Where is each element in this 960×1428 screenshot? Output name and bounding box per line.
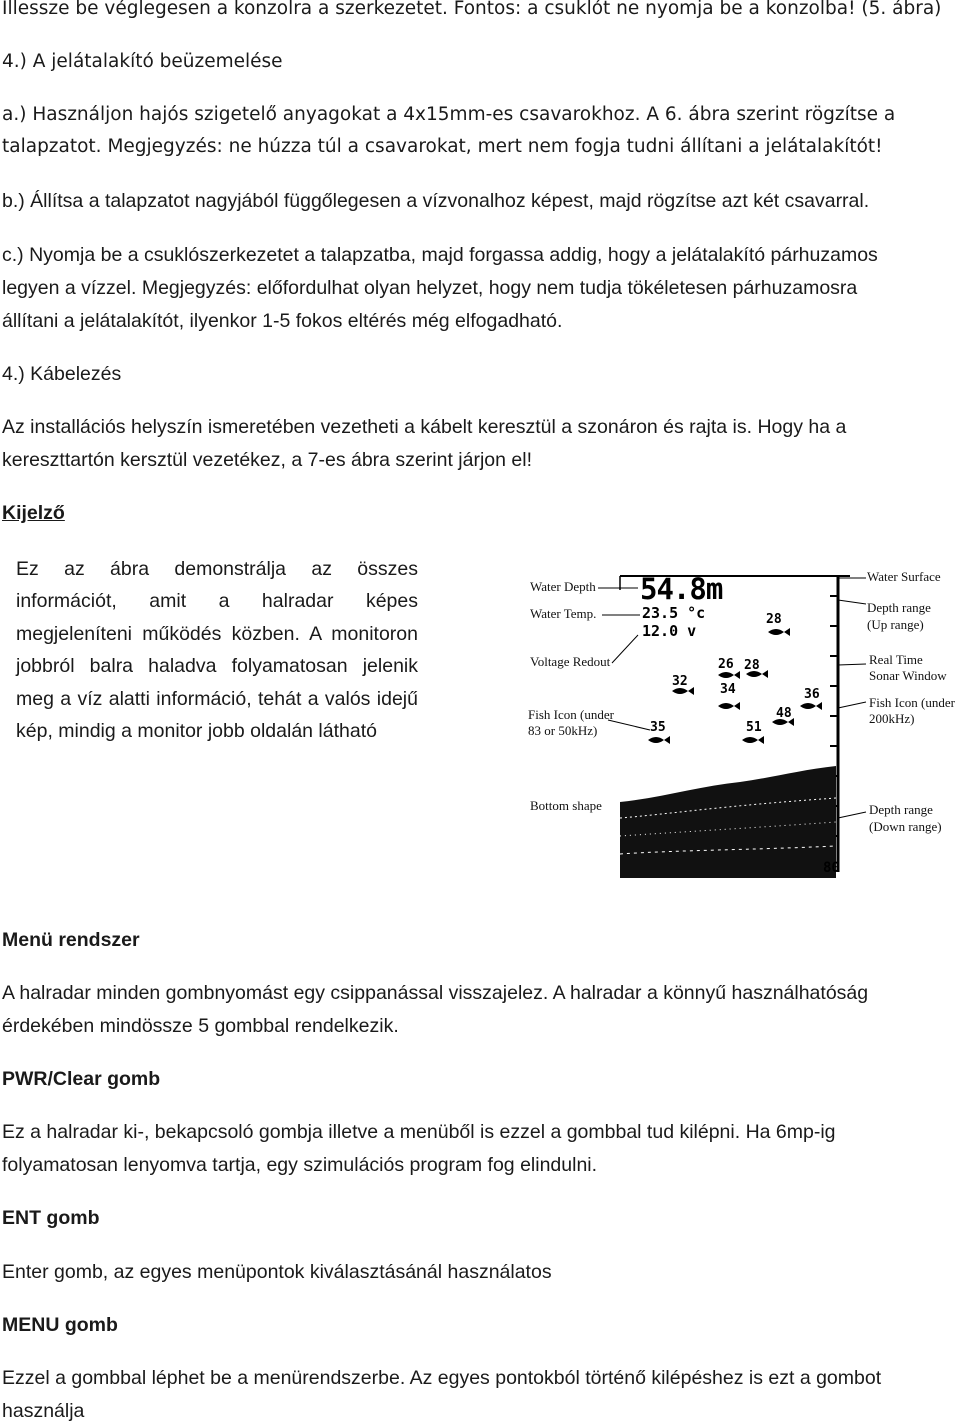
- label-bottom-shape: Bottom shape: [530, 798, 602, 813]
- bottom-depth-readout: 80: [823, 860, 840, 876]
- temperature-readout: 23.5 °c: [642, 604, 706, 622]
- label-fish-icon-low-line1: Fish Icon (under: [528, 707, 614, 722]
- fish-depth-label: 28: [766, 612, 782, 627]
- fish-depth-label: 34: [720, 682, 736, 697]
- paragraph-step-c-line1: c.) Nyomja be a csuklószerkezetet a talapzatba, majd forgassa addig, hogy a jelátalakító párhuzamos: [2, 244, 878, 266]
- label-water-surface: Water Surface: [867, 569, 941, 584]
- label-fish-icon-high-line1: Fish Icon (under: [869, 695, 955, 710]
- fish-depth-label: 28: [744, 658, 760, 673]
- label-voltage-readout: Voltage Redout: [530, 654, 611, 669]
- paragraph-menu-button-line2: használja: [2, 1400, 85, 1422]
- heading-display: Kijelző: [2, 502, 65, 524]
- paragraph-step-b: b.) Állítsa a talapzatot nagyjából függőlegesen a vízvonalhoz képest, majd rögzítse azt két csavarral.: [2, 190, 870, 212]
- label-fish-icon-low-line2: 83 or 50kHz): [528, 723, 598, 738]
- label-rts-line1: Real Time: [869, 652, 923, 667]
- label-depth-down-line2: (Down range): [869, 819, 942, 834]
- paragraph-step-a-line2: talapzatot. Megjegyzés: ne húzza túl a csavarokat, mert nem fogja tudni állítani a jelátalakítót!: [2, 136, 883, 157]
- depth-readout: 54.8m: [640, 572, 723, 606]
- label-water-temp: Water Temp.: [530, 606, 597, 621]
- label-depth-down-line1: Depth range: [869, 802, 933, 817]
- paragraph-display-intro: Ez az ábra demonstrálja az összes információt, amit a halradar képes megjeleníteni működés közben. A monitoron jobbról balra haladva folyamatosan jelenik meg a víz alatti információ, tehát a valós idejű kép, mindig a monitor jobb oldalán látható: [16, 558, 418, 743]
- fish-depth-label: 26: [718, 657, 734, 672]
- label-rts-line2: Sonar Window: [869, 668, 947, 683]
- fish-depth-label: 51: [746, 720, 762, 735]
- heading-menu-button: MENU gomb: [2, 1314, 118, 1336]
- paragraph-pwr-line1: Ez a halradar ki-, bekapcsoló gombja illetve a menüből is ezzel a gombbal tud kilépni. Ha 6mp-ig: [2, 1121, 836, 1143]
- fishfinder-display-figure: [520, 560, 960, 890]
- paragraph-cabling-line2: kereszttartón kersztül vezetékez, a 7-es ábra szerint járjon el!: [2, 449, 532, 471]
- voltage-readout: 12.0 v: [642, 622, 697, 640]
- fish-depth-label: 36: [804, 687, 820, 702]
- heading-menu-system: Menü rendszer: [2, 929, 140, 951]
- fish-depth-label: 48: [776, 706, 792, 721]
- label-water-depth: Water Depth: [530, 579, 596, 594]
- heading-transducer-setup: 4.) A jelátalakító beüzemelése: [2, 51, 283, 72]
- heading-ent: ENT gomb: [2, 1207, 100, 1229]
- paragraph-step-a-line1: a.) Használjon hajós szigetelő anyagokat a 4x15mm-es csavarokhoz. A 6. ábra szerint rögzítse a: [2, 104, 896, 125]
- paragraph-step-c-line2: legyen a vízzel. Megjegyzés: előfordulhat olyan helyzet, hogy nem tudja tökéletesen párhuzamosra: [2, 277, 858, 299]
- label-depth-up-line2: (Up range): [867, 617, 924, 632]
- heading-cabling: 4.) Kábelezés: [2, 363, 122, 385]
- fish-depth-label: 35: [650, 720, 666, 735]
- paragraph-menu-button-line1: Ezzel a gombbal léphet be a menürendszerbe. Az egyes pontokból történő kilépéshez is ezt a gombot: [2, 1367, 882, 1389]
- fish-depth-label: 32: [672, 674, 688, 689]
- paragraph-pwr-line2: folyamatosan lenyomva tartja, egy szimulációs program fog elindulni.: [2, 1154, 598, 1176]
- label-fish-icon-high-line2: 200kHz): [869, 711, 915, 726]
- paragraph-console-note: Illessze be véglegesen a konzolra a szerkezetet. Fontos: a csuklót ne nyomja be a konzolba! (5. ábra): [2, 0, 942, 19]
- paragraph-menu-line2: érdekében mindössze 5 gombbal rendelkezik.: [2, 1015, 399, 1037]
- paragraph-cabling-line1: Az installációs helyszín ismeretében vezetheti a kábelt keresztül a szonáron és rajta is. Hogy ha a: [2, 416, 847, 438]
- paragraph-step-c-line3: állítani a jelátalakítót, ilyenkor 1-5 fokos eltérés még elfogadható.: [2, 310, 563, 332]
- paragraph-menu-line1: A halradar minden gombnyomást egy csippanással visszajelez. A halradar a könnyű használhatóság: [2, 982, 869, 1004]
- paragraph-ent: Enter gomb, az egyes menüpontok kiválasztásánál használatos: [2, 1261, 552, 1283]
- label-depth-up-line1: Depth range: [867, 600, 931, 615]
- heading-pwr-clear: PWR/Clear gomb: [2, 1068, 161, 1090]
